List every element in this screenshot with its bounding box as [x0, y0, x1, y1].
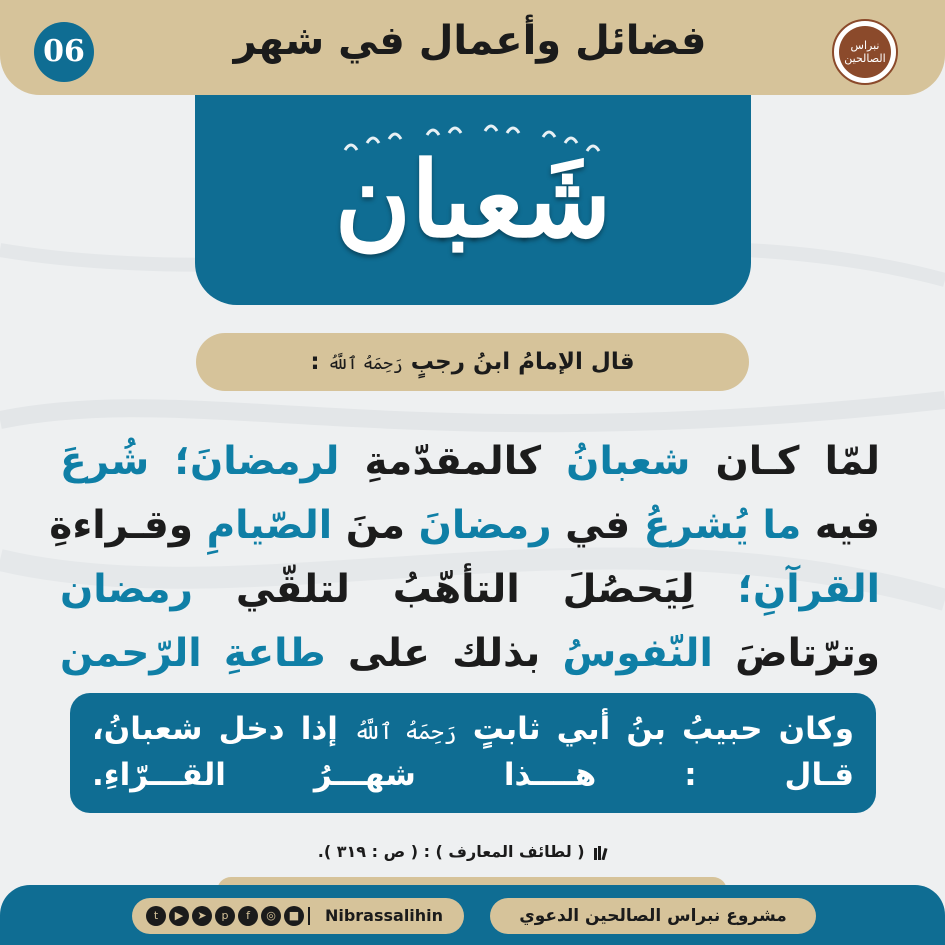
books-icon — [594, 846, 612, 860]
quote-attribution-text: قال الإمامُ ابنُ رجبٍ — [410, 349, 635, 375]
logo-text-secondary: الصالحين — [844, 52, 886, 65]
narration-line-2: قـال : هــــذا شهـــرُ القـــرّاءِ. — [92, 757, 854, 793]
quote-attribution — [196, 333, 749, 391]
twitter-icon[interactable]: t — [146, 906, 166, 926]
source-reference-text: ( لطائف المعارف ) : ( ص : ٣١٩ ). — [317, 842, 585, 861]
quote-phrase: لِيَحصُلَ التأهّبُ — [349, 567, 738, 612]
project-name: مشروع نبراس الصالحين الدعوي — [490, 898, 816, 934]
quote-phrase: بذلك على — [325, 631, 563, 676]
logo-text-primary: نبراس — [850, 39, 880, 52]
quote-line-2 — [49, 494, 880, 558]
highlighted-phrase: رمضانَ — [418, 503, 552, 548]
highlighted-phrase: طاعةِ الرّحمن — [60, 631, 326, 676]
narration-line-1 — [92, 707, 854, 755]
page-title: فضائل وأعمال في شهر — [233, 18, 707, 64]
highlighted-phrase: القرآنِ؛ — [737, 567, 881, 612]
narration-honorific: رَحِمَهُ ٱللَّهُ — [354, 720, 457, 745]
highlighted-phrase: رمضان — [60, 567, 236, 612]
quote-line-1 — [60, 430, 880, 494]
logo-emblem — [839, 26, 891, 78]
social-handle[interactable]: Nibrassalihin — [324, 906, 444, 925]
quote-line-4 — [60, 622, 880, 686]
narration-line-1-start: وكان حبيبُ بنُ أبي ثابتٍ — [472, 711, 855, 747]
month-name: شَعبان — [334, 138, 612, 261]
quote-phrase: لتلقّي — [235, 567, 350, 612]
instagram-icon[interactable]: ◎ — [261, 906, 281, 926]
main-quote — [49, 430, 881, 686]
brand-logo — [832, 19, 898, 85]
quote-phrase: فيه — [801, 503, 880, 548]
quote-phrase: في — [551, 503, 644, 548]
highlighted-phrase: النّفوسُ — [562, 631, 713, 676]
source-reference — [260, 842, 670, 861]
highlighted-phrase: شعبانُ — [566, 439, 691, 484]
social-bar — [132, 898, 464, 934]
quote-phrase: وترّتاضَ — [712, 631, 880, 676]
quote-honorific: رَحِمَهُ ٱللَّهُ — [327, 354, 403, 374]
quote-colon: : — [310, 349, 320, 375]
footer-divider — [308, 907, 310, 925]
highlighted-phrase: ما يُشرعُ — [643, 503, 802, 548]
highlighted-phrase: الصّيامِ — [206, 503, 333, 548]
telegram-icon[interactable]: ➤ — [192, 906, 212, 926]
narration-box — [70, 693, 876, 813]
highlighted-phrase: لرمضانَ؛ شُرعَ — [60, 439, 340, 484]
quote-phrase: كالمقدّمةِ — [339, 439, 567, 484]
pinterest-icon[interactable]: p — [215, 906, 235, 926]
youtube-icon[interactable]: ▶ — [169, 906, 189, 926]
episode-number-badge: 06 — [34, 22, 94, 82]
quote-line-3 — [60, 558, 880, 622]
quote-phrase: منَ — [332, 503, 419, 548]
quote-phrase: وقـراءةِ — [49, 503, 207, 548]
facebook-icon[interactable]: f — [238, 906, 258, 926]
youtube-alt-icon[interactable]: ■ — [284, 906, 304, 926]
quote-phrase: لمّا كـان — [690, 439, 880, 484]
month-title-panel — [195, 95, 751, 305]
narration-line-1-end: إذا دخل شعبانُ، — [92, 711, 338, 747]
